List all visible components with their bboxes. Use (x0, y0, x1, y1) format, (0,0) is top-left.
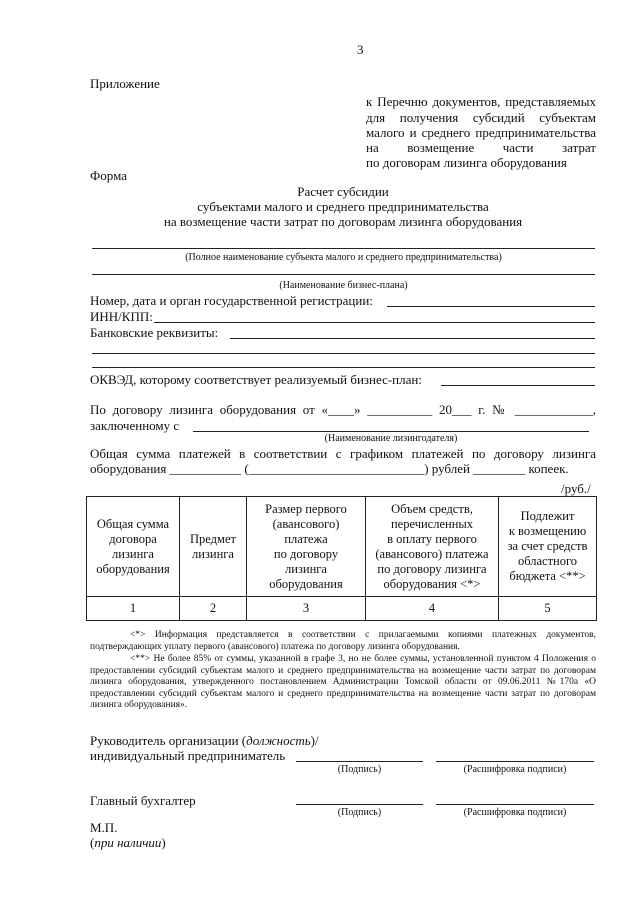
total-sum-line: Общая сумма платежей в соответствии с графиком платежей по договору лизинга (90, 446, 596, 461)
column-number: 4 (366, 597, 499, 621)
chief-accountant-label: Главный бухгалтер (90, 793, 196, 808)
leasing-contract-line: По договору лизинга оборудования от «____» __________ 20___ г. № ____________, (90, 402, 596, 417)
bank-label: Банковские реквизиты: (90, 325, 219, 340)
header-leasing-subject (180, 497, 247, 597)
inn-label: ИНН/КПП: (90, 309, 153, 324)
header-text: Предмет лизинга (190, 531, 236, 561)
header-total-contract-sum (87, 497, 180, 597)
lessor-field[interactable] (193, 431, 589, 432)
accountant-signature-field[interactable] (296, 804, 423, 805)
header-text: Размер первого (авансового) платежа по договору лизинга оборудования (265, 501, 347, 591)
accountant-decoding-caption: (Расшифровка подписи) (463, 807, 567, 818)
stamp-note: (при наличии) (90, 835, 166, 850)
registration-field[interactable] (387, 306, 595, 307)
title-line: субъектами малого и среднего предпринимательства (197, 199, 489, 214)
appendix-ref-line: на возмещение части затрат (366, 140, 596, 155)
okved-label: ОКВЭД, которому соответствует реализуемый бизнес-план: (90, 372, 422, 387)
header-text: Объем средств, перечисленных в оплату первого (авансового) платежа по договору лизинга оборудования <*> (375, 501, 489, 591)
header-refund-amount (499, 497, 597, 597)
column-number: 1 (87, 597, 180, 621)
business-plan-caption: (Наименование бизнес-плана) (279, 280, 408, 291)
full-name-field[interactable] (92, 248, 595, 249)
registration-label: Номер, дата и орган государственной регистрации: (90, 293, 373, 308)
bank-field-extra[interactable] (92, 353, 595, 354)
business-plan-field[interactable] (92, 274, 595, 275)
appendix-ref-line: по договорам лизинга оборудования (366, 155, 567, 170)
head-title-prefix: Руководитель организации ( (90, 733, 247, 748)
bank-field-extra[interactable] (92, 367, 595, 368)
okved-field[interactable] (441, 385, 595, 386)
accountant-decoding-field[interactable] (436, 804, 594, 805)
table-header-row (87, 497, 597, 597)
footnotes (90, 630, 596, 712)
head-decoding-field[interactable] (436, 761, 594, 762)
head-title-suffix: )/ (310, 733, 319, 748)
appendix-label: Приложение (90, 76, 160, 91)
inn-field[interactable] (154, 322, 595, 323)
stamp-label: М.П. (90, 820, 118, 835)
stamp-note-text: при наличии (94, 835, 162, 850)
page-number: 3 (357, 42, 364, 57)
column-number: 3 (247, 597, 366, 621)
head-decoding-caption: (Расшифровка подписи) (463, 764, 567, 775)
accountant-signature-caption: (Подпись) (337, 807, 382, 818)
total-sum-line: оборудования ___________ (___________________________) рублей ________ копеек. (90, 461, 569, 476)
appendix-ref-line: для получения субсидий субъектам (366, 110, 596, 125)
concluded-with-label: заключенному с (90, 418, 180, 433)
appendix-ref-line: малого и среднего предпринимательства (366, 125, 596, 140)
head-signature-field[interactable] (296, 761, 423, 762)
head-title-line2: индивидуальный предприниматель (90, 748, 286, 763)
header-transferred-funds (366, 497, 499, 597)
currency-unit: /руб./ (561, 481, 591, 496)
header-text: Общая сумма договора лизинга оборудования (96, 516, 170, 576)
title-line: на возмещение части затрат по договорам лизинга оборудования (163, 214, 523, 229)
footnote-1: <*> Информация представляется в соответствии с прилагаемыми копиями платежных документов, подтверждающих уплату первого (авансового) платежа по договору лизинга оборудования. (90, 630, 596, 652)
full-name-caption: (Полное наименование субъекта малого и среднего предпринимательства) (185, 252, 502, 263)
header-text: Подлежит к возмещению за счет средств областного бюджета <**> (507, 509, 588, 583)
header-first-payment (247, 497, 366, 597)
column-number: 5 (499, 597, 597, 621)
head-title-italic: должность (246, 733, 311, 748)
head-title (90, 733, 319, 749)
subsidy-calculation-table (86, 496, 597, 621)
form-label: Форма (90, 168, 127, 183)
column-number: 2 (180, 597, 247, 621)
title-line: Расчет субсидии (297, 184, 389, 199)
bank-field[interactable] (230, 338, 595, 339)
lessor-caption: (Наименование лизингодателя) (324, 433, 458, 444)
appendix-ref-line: к Перечню документов, представляемых (366, 94, 596, 109)
table-number-row (87, 597, 597, 621)
head-signature-caption: (Подпись) (337, 764, 382, 775)
footnote-2: <**> Не более 85% от суммы, указанной в графе 3, но не более суммы, установленной пунктом 4 Положения о предоставлении субсидий субъектам малого и среднего предпринимательства на возмещение части затрат по договорам лизинга оборудования, утвержденного постановлением Администрации Томской области от 09.06.2011 №170а «О предоставлении субсидий субъектам малого и среднего предпринимательства на возмещение части затрат по договорам лизинга оборудования». (90, 654, 596, 710)
